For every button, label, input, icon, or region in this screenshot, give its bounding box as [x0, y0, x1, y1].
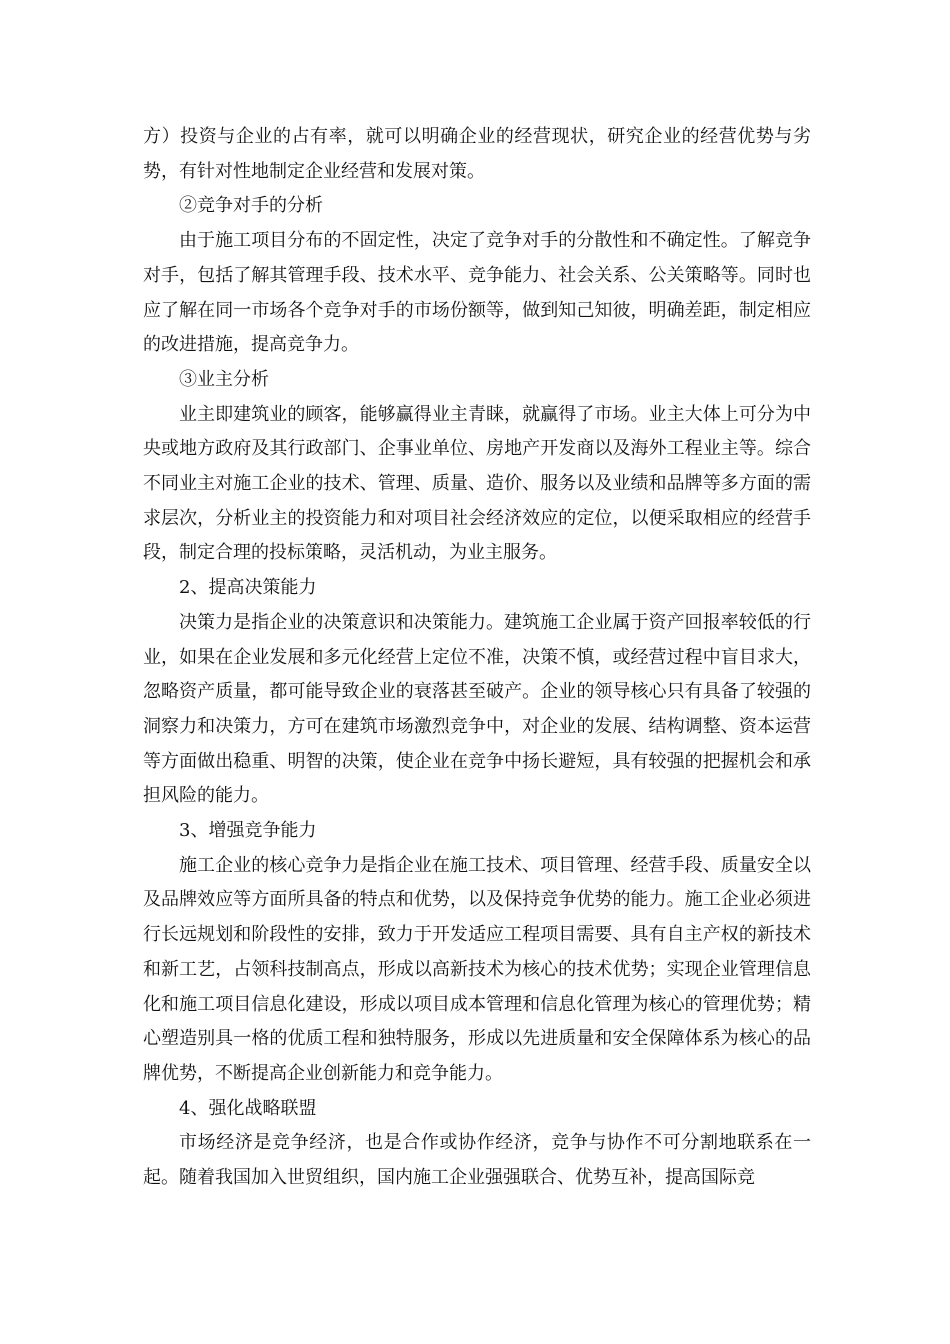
paragraph-continued: 方）投资与企业的占有率，就可以明确企业的经营现状，研究企业的经营优势与劣势，有针对性地制定企业经营和发展对策。: [143, 126, 811, 182]
paragraph-decision-ability: 决策力是指企业的决策意识和决策能力。建筑施工企业属于资产回报率较低的行业，如果在企业发展和多元化经营上定位不准，决策不慎，或经营过程中盲目求大，忽略资产质量，都可能导致企业的衰落甚至破产。企业的领导核心只有具备了较强的洞察力和决策力，方可在建筑市场激烈竞争中，对企业的发展、结构调整、资本运营等方面做出稳重、明智的决策，使企业在竞争中扬长避短，具有较强的把握机会和承担风险的能力。: [143, 611, 811, 807]
paragraph-competitor-analysis: 由于施工项目分布的不固定性，决定了竞争对手的分散性和不确定性。了解竞争对手，包括了解其管理手段、技术水平、竞争能力、社会关系、公关策略等。同时也应了解在同一市场各个竞争对手的市场份额等，做到知己知彼，明确差距，制定相应的改进措施，提高竞争力。: [143, 230, 811, 356]
document-page: [143, 120, 811, 1196]
paragraph-strategic-alliance: 市场经济是竞争经济，也是合作或协作经济，竞争与协作不可分割地联系在一起。随着我国加入世贸组织，国内施工企业强强联合、优势互补，提高国际竞: [143, 1132, 811, 1189]
section-heading-strategic-alliance: 4、强化战略联盟: [179, 1097, 317, 1119]
section-heading-decision-ability: 2、提高决策能力: [179, 577, 317, 599]
section-heading-competitiveness: 3、增强竞争能力: [179, 820, 317, 842]
paragraph-competitiveness: 施工企业的核心竞争力是指企业在施工技术、项目管理、经营手段、质量安全以及品牌效应等方面所具备的特点和优势，以及保持竞争优势的能力。施工企业必须进行长远规划和阶段性的安排，致力于开发适应工程项目需要、具有自主产权的新技术和新工艺，占领科技制高点，形成以高新技术为核心的技术优势；实现企业管理信息化和施工项目信息化建设，形成以项目成本管理和信息化管理为核心的管理优势；精心塑造别具一格的优质工程和独特服务，形成以先进质量和安全保障体系为核心的品牌优势，不断提高企业创新能力和竞争能力。: [143, 854, 811, 1084]
section-heading-owner-analysis: ③业主分析: [179, 368, 269, 390]
section-heading-competitor-analysis: ②竞争对手的分析: [179, 195, 323, 217]
paragraph-owner-analysis: 业主即建筑业的顾客，能够赢得业主青睐，就赢得了市场。业主大体上可分为中央或地方政府及其行政部门、企事业单位、房地产开发商以及海外工程业主等。综合不同业主对施工企业的技术、管理、质量、造价、服务以及业绩和品牌等多方面的需求层次，分析业主的投资能力和对项目社会经济效应的定位，以便采取相应的经营手段，制定合理的投标策略，灵活机动，为业主服务。: [143, 403, 811, 564]
